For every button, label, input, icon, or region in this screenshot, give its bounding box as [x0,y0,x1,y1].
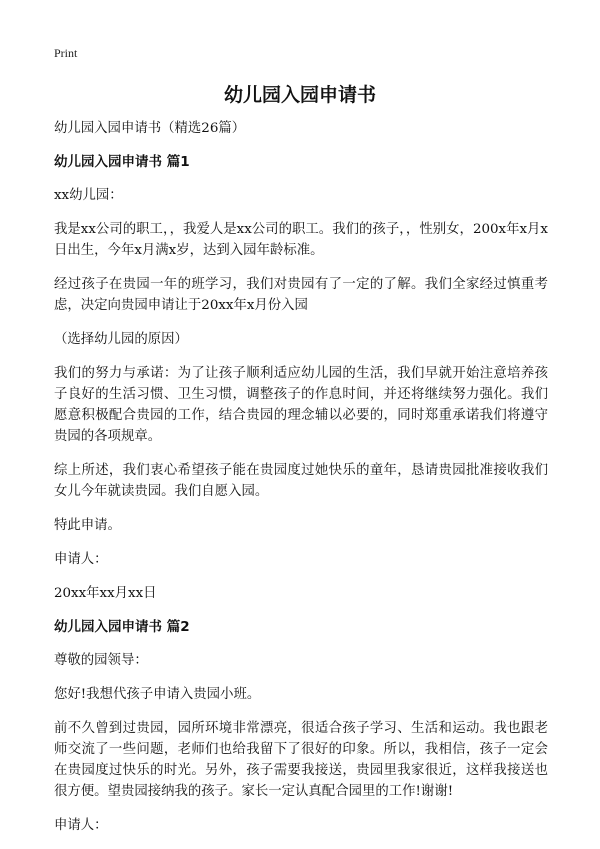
document-body [54,118,548,849]
paragraph: 综上所述，我们衷心希望孩子能在贵园度过她快乐的童年，恳请贵园批准接收我们女儿今年就读贵园。我们自愿入园。 [54,463,548,499]
paragraph: 我是xx公司的职工，，我爱人是xx公司的职工。我们的孩子，，性别女，200x年x月x日出生，今年x月满x岁，达到入园年龄标准。 [54,222,548,258]
print-link[interactable]: Print [54,46,78,60]
salutation: xx幼儿园： [54,188,123,203]
document-subtitle: 幼儿园入园申请书（精选26篇） [54,121,246,136]
applicant-label: 申请人： [54,552,108,567]
applicant-label: 申请人： [54,818,108,833]
paragraph: 您好!我想代孩子申请入贵园小班。 [54,687,261,702]
document-title: 幼儿园入园申请书 [223,84,376,106]
salutation: 尊敬的园领导： [54,653,148,668]
paragraph: 我们的努力与承诺：为了让孩子顺利适应幼儿园的生活，我们早就开始注意培养孩子良好的生活习惯、卫生习惯，调整孩子的作息时间，并还将继续努力强化。我们愿意积极配合贵园的工作，结合贵园的理念辅以必要的，同时郑重承诺我们将遵守贵园的各项规章。 [54,366,548,444]
section-heading-1: 幼儿园入园申请书 篇1 [54,154,190,170]
closing-line: 特此申请。 [54,518,121,533]
date-line: 20xx年xx月xx日 [54,586,157,601]
paragraph: 前不久曾到过贵园，园所环境非常漂亮，很适合孩子学习、生活和运动。我也跟老师交流了一些问题，老师们也给我留下了很好的印象。所以，我相信，孩子一定会在贵园度过快乐的时光。另外，孩子需要我接送，贵园里我家很近，这样我接送也很方便。望贵园接纳我的孩子。家长一定认真配合园里的工作!谢谢! [54,721,548,799]
section-heading-2: 幼儿园入园申请书 篇2 [54,619,190,635]
paragraph: （选择幼儿园的原因） [54,332,188,347]
paragraph: 经过孩子在贵园一年的班学习，我们对贵园有了一定的了解。我们全家经过慎重考虑，决定向贵园申请让于20xx年x月份入园 [54,277,548,313]
